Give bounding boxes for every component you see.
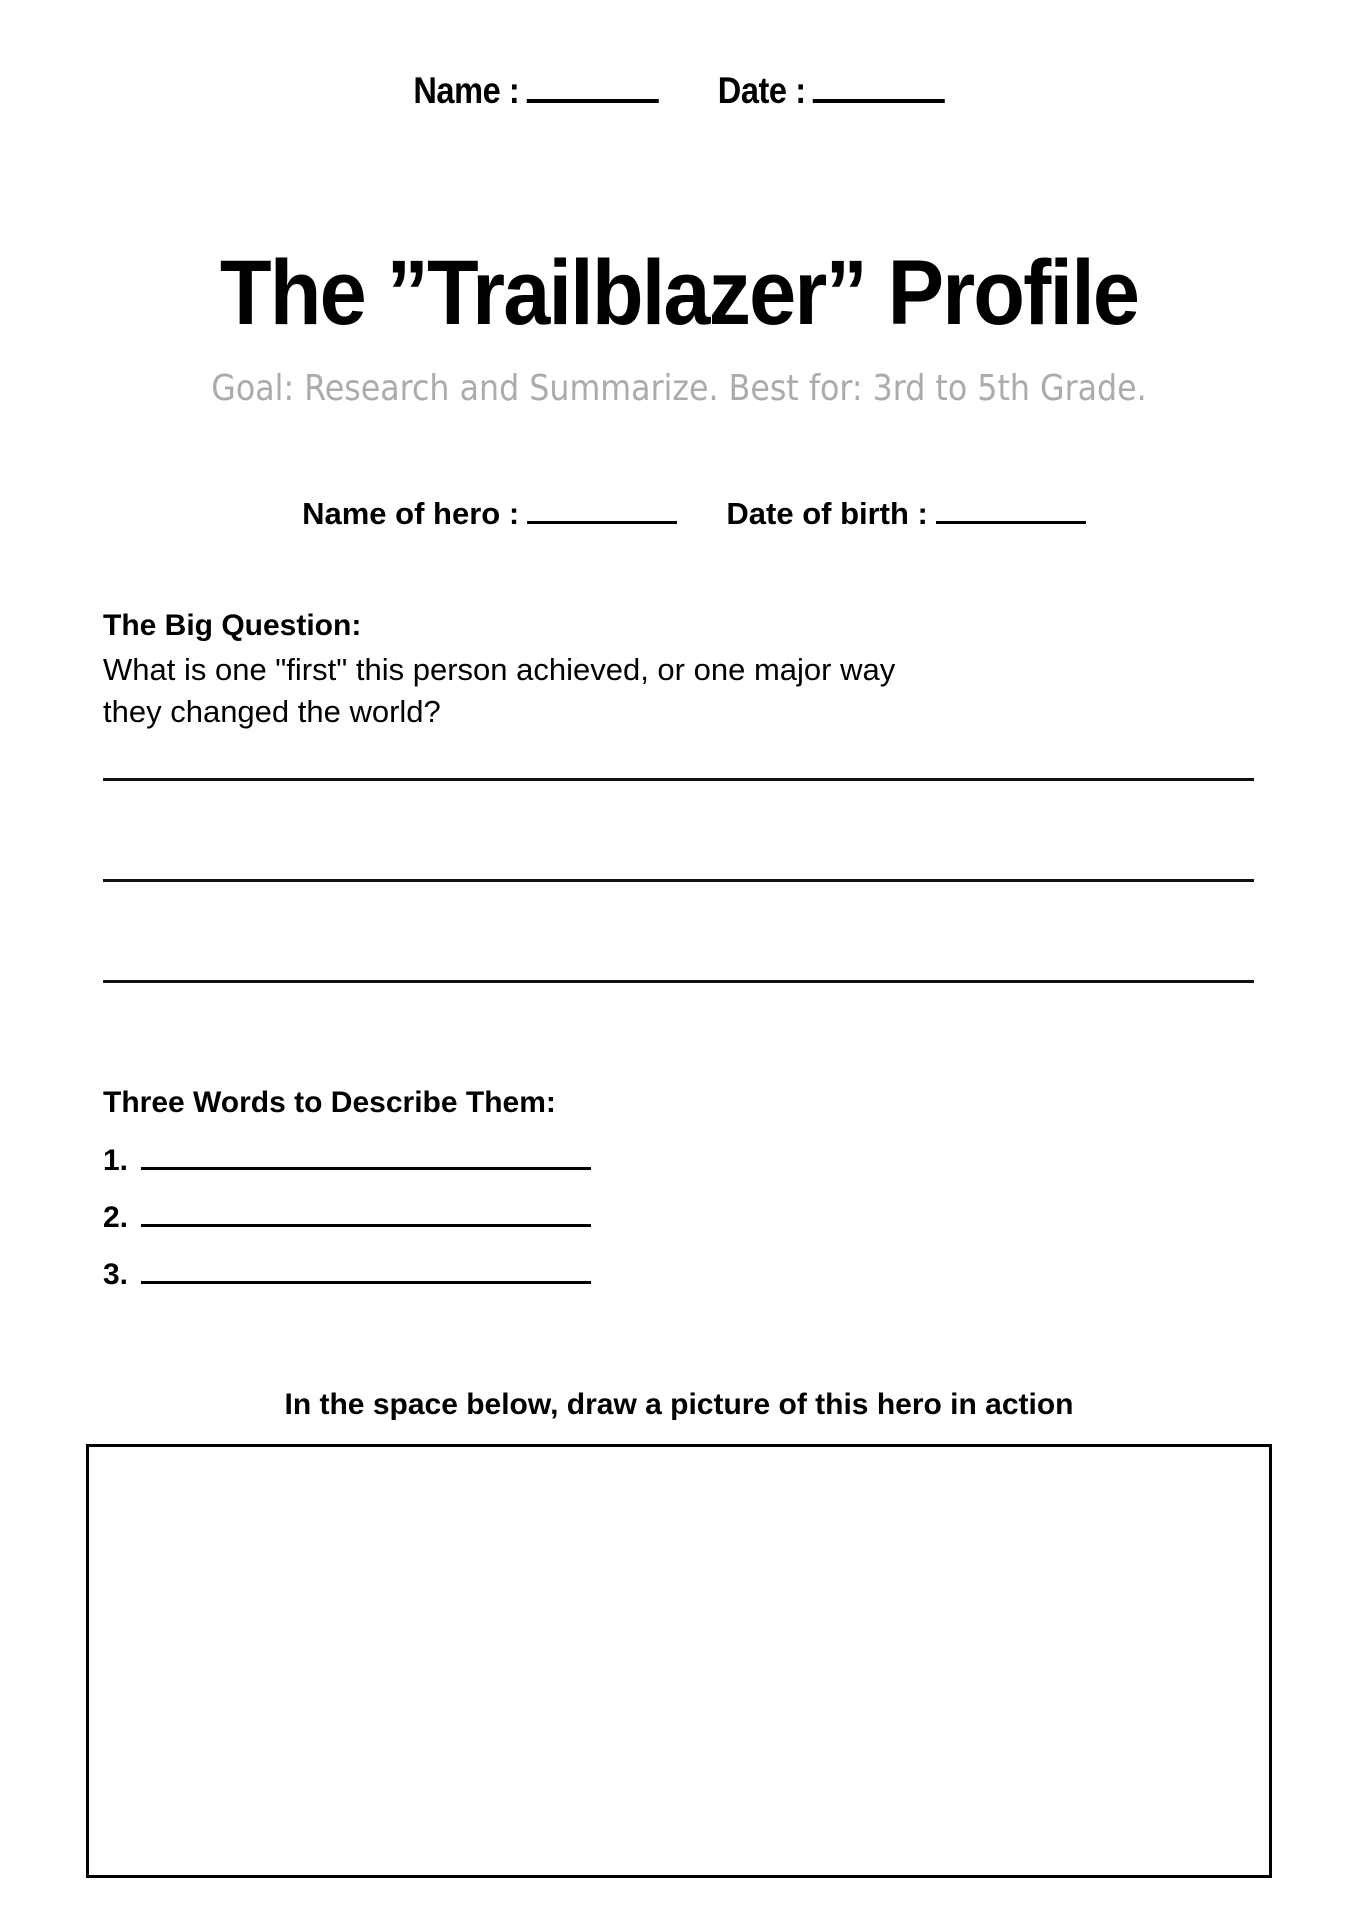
word-number: 2. bbox=[103, 1201, 129, 1234]
hero-name-blank[interactable] bbox=[527, 521, 677, 524]
date-label: Date : bbox=[717, 70, 806, 111]
word-number: 1. bbox=[103, 1144, 129, 1177]
word-blank[interactable] bbox=[141, 1224, 591, 1227]
page-subtitle: Goal: Research and Summarize. Best for: 3rd to 5th Grade. bbox=[211, 368, 1147, 409]
date-blank[interactable] bbox=[813, 99, 945, 103]
answer-line-2[interactable] bbox=[103, 879, 1254, 882]
hero-dob-field[interactable] bbox=[726, 496, 1086, 532]
hero-dob-label: Date of birth : bbox=[726, 496, 928, 531]
word-blank[interactable] bbox=[141, 1281, 591, 1284]
big-question-prompt-line-2: they changed the world? bbox=[103, 694, 441, 729]
answer-line-3[interactable] bbox=[103, 980, 1254, 983]
date-field[interactable] bbox=[718, 70, 945, 112]
big-question-prompt bbox=[103, 649, 1103, 733]
hero-name-label: Name of hero : bbox=[302, 496, 520, 531]
drawing-instructions: In the space below, draw a picture of this hero in action bbox=[284, 1388, 1074, 1421]
student-name-label: Name : bbox=[413, 70, 520, 111]
student-name-blank[interactable] bbox=[526, 99, 658, 103]
drawing-area[interactable] bbox=[86, 1444, 1272, 1878]
three-words-heading: Three Words to Describe Them: bbox=[103, 1086, 556, 1119]
hero-info-row bbox=[0, 496, 1358, 532]
word-entry-2[interactable] bbox=[103, 1200, 591, 1236]
hero-name-field[interactable] bbox=[302, 496, 677, 532]
word-number: 3. bbox=[103, 1258, 129, 1291]
big-question-prompt-line-1: What is one "first" this person achieved, or one major way bbox=[103, 652, 896, 687]
student-name-field[interactable] bbox=[413, 70, 658, 112]
answer-line-1[interactable] bbox=[103, 778, 1254, 781]
word-blank[interactable] bbox=[141, 1167, 591, 1170]
hero-dob-blank[interactable] bbox=[936, 521, 1086, 524]
big-question-heading: The Big Question: bbox=[103, 609, 362, 642]
word-entry-1[interactable] bbox=[103, 1143, 591, 1179]
word-entry-3[interactable] bbox=[103, 1257, 591, 1293]
student-header bbox=[81, 70, 1276, 112]
page-title: The ”Trailblazer” Profile bbox=[219, 242, 1139, 344]
